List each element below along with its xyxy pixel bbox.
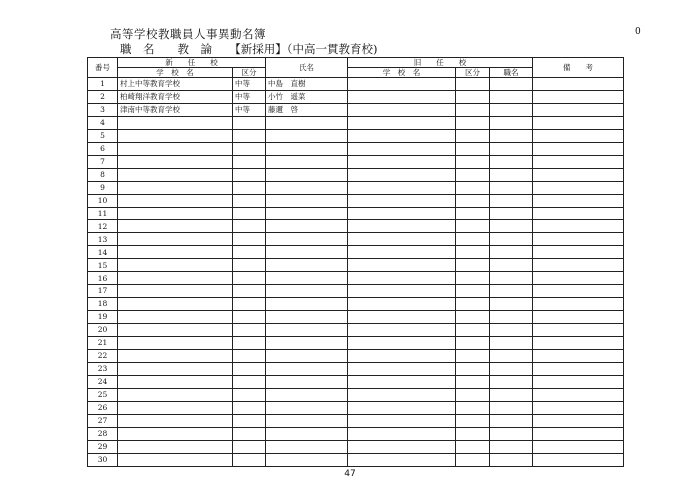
- new-school-cell: [118, 233, 233, 246]
- new-school-cell: [118, 440, 233, 453]
- new-school-cell: [118, 142, 233, 155]
- old-school-cell: [348, 181, 456, 194]
- remarks-cell: [533, 116, 624, 129]
- row-number: 8: [88, 168, 118, 181]
- new-category-cell: 中等: [233, 78, 266, 91]
- table-row: [88, 129, 624, 142]
- old-position-cell: [490, 168, 533, 181]
- old-category-cell: [456, 453, 490, 466]
- table-row: [88, 453, 624, 466]
- old-category-cell: [456, 337, 490, 350]
- header-new-school-name: 学 校 名: [118, 68, 233, 78]
- row-number: 23: [88, 362, 118, 375]
- old-position-cell: [490, 362, 533, 375]
- old-school-cell: [348, 220, 456, 233]
- table-row: [88, 181, 624, 194]
- name-cell: [266, 220, 348, 233]
- old-school-cell: [348, 453, 456, 466]
- new-category-cell: [233, 285, 266, 298]
- row-number: 20: [88, 324, 118, 337]
- remarks-cell: [533, 181, 624, 194]
- table-row: [88, 350, 624, 363]
- old-category-cell: [456, 388, 490, 401]
- new-school-cell: [118, 285, 233, 298]
- row-number: 4: [88, 116, 118, 129]
- table-row: [88, 142, 624, 155]
- remarks-cell: [533, 155, 624, 168]
- table-row: [88, 401, 624, 414]
- row-number: 1: [88, 78, 118, 91]
- new-school-cell: 村上中等教育学校: [118, 78, 233, 91]
- name-cell: [266, 453, 348, 466]
- new-school-cell: [118, 168, 233, 181]
- new-category-cell: [233, 388, 266, 401]
- name-cell: [266, 155, 348, 168]
- row-number: 27: [88, 414, 118, 427]
- old-position-cell: [490, 311, 533, 324]
- new-category-cell: [233, 116, 266, 129]
- name-cell: [266, 259, 348, 272]
- old-category-cell: [456, 272, 490, 285]
- table-row: [88, 324, 624, 337]
- old-position-cell: [490, 388, 533, 401]
- row-number: 10: [88, 194, 118, 207]
- new-school-cell: [118, 414, 233, 427]
- name-cell: [266, 272, 348, 285]
- old-position-cell: [490, 246, 533, 259]
- remarks-cell: [533, 207, 624, 220]
- row-number: 25: [88, 388, 118, 401]
- new-school-cell: [118, 272, 233, 285]
- old-school-cell: [348, 375, 456, 388]
- old-category-cell: [456, 285, 490, 298]
- new-school-cell: [118, 401, 233, 414]
- name-cell: [266, 246, 348, 259]
- remarks-cell: [533, 233, 624, 246]
- new-category-cell: [233, 142, 266, 155]
- new-category-cell: 中等: [233, 90, 266, 103]
- old-position-cell: [490, 427, 533, 440]
- new-school-cell: 柏崎翔洋教育学校: [118, 90, 233, 103]
- new-category-cell: [233, 375, 266, 388]
- row-number: 11: [88, 207, 118, 220]
- old-school-cell: [348, 350, 456, 363]
- name-cell: [266, 233, 348, 246]
- name-cell: [266, 194, 348, 207]
- new-school-cell: [118, 207, 233, 220]
- old-category-cell: [456, 362, 490, 375]
- new-school-cell: [118, 220, 233, 233]
- name-cell: [266, 168, 348, 181]
- new-category-cell: [233, 337, 266, 350]
- old-category-cell: [456, 155, 490, 168]
- new-category-cell: [233, 298, 266, 311]
- name-cell: [266, 207, 348, 220]
- remarks-cell: [533, 78, 624, 91]
- old-category-cell: [456, 324, 490, 337]
- new-school-cell: [118, 350, 233, 363]
- remarks-cell: [533, 220, 624, 233]
- old-position-cell: [490, 272, 533, 285]
- header-new-school-group: 新 任 校: [118, 58, 266, 68]
- remarks-cell: [533, 90, 624, 103]
- old-school-cell: [348, 90, 456, 103]
- new-category-cell: [233, 194, 266, 207]
- row-number: 28: [88, 427, 118, 440]
- row-number: 16: [88, 272, 118, 285]
- row-number: 30: [88, 453, 118, 466]
- name-cell: [266, 350, 348, 363]
- new-school-cell: [118, 324, 233, 337]
- old-category-cell: [456, 207, 490, 220]
- row-number: 9: [88, 181, 118, 194]
- remarks-cell: [533, 337, 624, 350]
- table-row: [88, 155, 624, 168]
- table-row: [88, 207, 624, 220]
- new-school-cell: [118, 298, 233, 311]
- table-row: [88, 116, 624, 129]
- remarks-cell: [533, 194, 624, 207]
- old-position-cell: [490, 116, 533, 129]
- new-category-cell: [233, 401, 266, 414]
- name-cell: 小竹 遥菜: [266, 90, 348, 103]
- new-category-cell: [233, 129, 266, 142]
- name-cell: [266, 440, 348, 453]
- page-number: 47: [344, 469, 356, 479]
- old-position-cell: [490, 103, 533, 116]
- new-category-cell: [233, 414, 266, 427]
- table-row: [88, 168, 624, 181]
- old-school-cell: [348, 116, 456, 129]
- remarks-cell: [533, 440, 624, 453]
- old-position-cell: [490, 207, 533, 220]
- row-number: 2: [88, 90, 118, 103]
- header-number: 番号: [88, 58, 118, 78]
- header-old-school-name: 学 校 名: [348, 68, 456, 78]
- remarks-cell: [533, 401, 624, 414]
- old-position-cell: [490, 414, 533, 427]
- old-school-cell: [348, 103, 456, 116]
- old-school-cell: [348, 168, 456, 181]
- new-school-cell: [118, 311, 233, 324]
- old-school-cell: [348, 311, 456, 324]
- remarks-cell: [533, 168, 624, 181]
- header-old-category: 区分: [456, 68, 490, 78]
- remarks-cell: [533, 103, 624, 116]
- old-school-cell: [348, 246, 456, 259]
- table-row: [88, 259, 624, 272]
- new-school-cell: [118, 155, 233, 168]
- row-number: 29: [88, 440, 118, 453]
- name-cell: [266, 311, 348, 324]
- new-category-cell: [233, 207, 266, 220]
- old-category-cell: [456, 90, 490, 103]
- row-number: 26: [88, 401, 118, 414]
- remarks-cell: [533, 298, 624, 311]
- new-category-cell: [233, 181, 266, 194]
- name-cell: [266, 414, 348, 427]
- old-category-cell: [456, 440, 490, 453]
- old-category-cell: [456, 129, 490, 142]
- remarks-cell: [533, 324, 624, 337]
- header-old-position: 職名: [490, 68, 533, 78]
- old-school-cell: [348, 298, 456, 311]
- row-number: 21: [88, 337, 118, 350]
- new-category-cell: [233, 220, 266, 233]
- new-school-cell: [118, 194, 233, 207]
- personnel-table: [87, 57, 624, 467]
- old-school-cell: [348, 440, 456, 453]
- old-school-cell: [348, 194, 456, 207]
- table-row: [88, 272, 624, 285]
- old-position-cell: [490, 453, 533, 466]
- old-school-cell: [348, 285, 456, 298]
- remarks-cell: [533, 142, 624, 155]
- old-school-cell: [348, 78, 456, 91]
- new-school-cell: [118, 388, 233, 401]
- new-category-cell: [233, 233, 266, 246]
- remarks-cell: [533, 272, 624, 285]
- old-school-cell: [348, 427, 456, 440]
- name-cell: [266, 401, 348, 414]
- old-category-cell: [456, 298, 490, 311]
- new-school-cell: [118, 129, 233, 142]
- row-number: 18: [88, 298, 118, 311]
- row-number: 12: [88, 220, 118, 233]
- name-cell: [266, 388, 348, 401]
- table-row: [88, 362, 624, 375]
- remarks-cell: [533, 388, 624, 401]
- new-school-cell: [118, 375, 233, 388]
- new-category-cell: [233, 246, 266, 259]
- old-category-cell: [456, 414, 490, 427]
- old-position-cell: [490, 233, 533, 246]
- name-cell: [266, 142, 348, 155]
- row-number: 22: [88, 350, 118, 363]
- old-school-cell: [348, 388, 456, 401]
- old-category-cell: [456, 103, 490, 116]
- old-position-cell: [490, 285, 533, 298]
- new-category-cell: [233, 168, 266, 181]
- row-number: 7: [88, 155, 118, 168]
- table-row: [88, 337, 624, 350]
- name-cell: [266, 362, 348, 375]
- remarks-cell: [533, 375, 624, 388]
- remarks-cell: [533, 427, 624, 440]
- old-category-cell: [456, 375, 490, 388]
- old-school-cell: [348, 337, 456, 350]
- old-school-cell: [348, 129, 456, 142]
- remarks-cell: [533, 259, 624, 272]
- old-category-cell: [456, 78, 490, 91]
- document-title: 高等学校教職員人事異動名簿: [110, 27, 266, 41]
- table-row: [88, 285, 624, 298]
- header-name: 氏名: [266, 58, 348, 78]
- old-position-cell: [490, 78, 533, 91]
- old-category-cell: [456, 220, 490, 233]
- remarks-cell: [533, 285, 624, 298]
- new-category-cell: [233, 440, 266, 453]
- old-school-cell: [348, 272, 456, 285]
- table-row: [88, 233, 624, 246]
- table-row: [88, 220, 624, 233]
- old-category-cell: [456, 233, 490, 246]
- old-category-cell: [456, 311, 490, 324]
- new-school-cell: [118, 116, 233, 129]
- old-position-cell: [490, 324, 533, 337]
- old-school-cell: [348, 414, 456, 427]
- new-school-cell: [118, 427, 233, 440]
- old-category-cell: [456, 246, 490, 259]
- old-category-cell: [456, 142, 490, 155]
- name-cell: [266, 324, 348, 337]
- old-category-cell: [456, 401, 490, 414]
- row-number: 19: [88, 311, 118, 324]
- row-number: 14: [88, 246, 118, 259]
- row-number: 24: [88, 375, 118, 388]
- new-category-cell: [233, 311, 266, 324]
- old-position-cell: [490, 142, 533, 155]
- old-category-cell: [456, 350, 490, 363]
- old-school-cell: [348, 324, 456, 337]
- old-category-cell: [456, 116, 490, 129]
- new-category-cell: [233, 324, 266, 337]
- remarks-cell: [533, 129, 624, 142]
- old-category-cell: [456, 259, 490, 272]
- name-cell: 藤邇 啓: [266, 103, 348, 116]
- old-position-cell: [490, 259, 533, 272]
- name-cell: [266, 116, 348, 129]
- new-category-cell: [233, 259, 266, 272]
- old-school-cell: [348, 401, 456, 414]
- old-position-cell: [490, 220, 533, 233]
- table-row: [88, 375, 624, 388]
- new-category-cell: 中等: [233, 103, 266, 116]
- new-category-cell: [233, 350, 266, 363]
- table-body: [88, 78, 624, 467]
- document-subtitle: 職 名 教 論 【新採用】（中高一貫教育校): [120, 42, 378, 56]
- new-school-cell: [118, 246, 233, 259]
- old-position-cell: [490, 181, 533, 194]
- row-number: 17: [88, 285, 118, 298]
- table-row: [88, 194, 624, 207]
- table-row: [88, 78, 624, 91]
- remarks-cell: [533, 453, 624, 466]
- old-position-cell: [490, 298, 533, 311]
- table-row: [88, 103, 624, 116]
- row-number: 5: [88, 129, 118, 142]
- new-school-cell: [118, 453, 233, 466]
- old-category-cell: [456, 168, 490, 181]
- old-school-cell: [348, 155, 456, 168]
- old-position-cell: [490, 337, 533, 350]
- remarks-cell: [533, 350, 624, 363]
- name-cell: [266, 298, 348, 311]
- table-row: [88, 298, 624, 311]
- old-position-cell: [490, 401, 533, 414]
- old-position-cell: [490, 375, 533, 388]
- name-cell: [266, 181, 348, 194]
- new-category-cell: [233, 453, 266, 466]
- table-row: [88, 414, 624, 427]
- name-cell: [266, 129, 348, 142]
- new-category-cell: [233, 427, 266, 440]
- name-cell: [266, 285, 348, 298]
- remarks-cell: [533, 414, 624, 427]
- old-category-cell: [456, 181, 490, 194]
- new-school-cell: [118, 337, 233, 350]
- new-school-cell: 津南中等教育学校: [118, 103, 233, 116]
- name-cell: [266, 337, 348, 350]
- old-position-cell: [490, 155, 533, 168]
- old-school-cell: [348, 259, 456, 272]
- name-cell: [266, 427, 348, 440]
- new-category-cell: [233, 362, 266, 375]
- table-row: [88, 440, 624, 453]
- row-number: 6: [88, 142, 118, 155]
- old-position-cell: [490, 350, 533, 363]
- row-number: 3: [88, 103, 118, 116]
- old-school-cell: [348, 362, 456, 375]
- new-school-cell: [118, 181, 233, 194]
- row-number: 13: [88, 233, 118, 246]
- table-row: [88, 246, 624, 259]
- new-school-cell: [118, 362, 233, 375]
- old-position-cell: [490, 440, 533, 453]
- row-number: 15: [88, 259, 118, 272]
- old-position-cell: [490, 194, 533, 207]
- header-old-school-group: 旧 任 校: [348, 58, 533, 68]
- new-category-cell: [233, 155, 266, 168]
- header-remarks: 備 考: [533, 58, 624, 78]
- corner-number: 0: [635, 27, 641, 37]
- new-school-cell: [118, 259, 233, 272]
- remarks-cell: [533, 246, 624, 259]
- old-school-cell: [348, 142, 456, 155]
- old-position-cell: [490, 129, 533, 142]
- name-cell: [266, 375, 348, 388]
- remarks-cell: [533, 311, 624, 324]
- old-position-cell: [490, 90, 533, 103]
- old-school-cell: [348, 207, 456, 220]
- table-row: [88, 388, 624, 401]
- new-category-cell: [233, 272, 266, 285]
- old-category-cell: [456, 427, 490, 440]
- remarks-cell: [533, 362, 624, 375]
- table-row: [88, 311, 624, 324]
- old-category-cell: [456, 194, 490, 207]
- table-header: [88, 58, 624, 78]
- old-school-cell: [348, 233, 456, 246]
- table-row: [88, 427, 624, 440]
- table-row: [88, 90, 624, 103]
- header-new-category: 区分: [233, 68, 266, 78]
- name-cell: 中島 直樹: [266, 78, 348, 91]
